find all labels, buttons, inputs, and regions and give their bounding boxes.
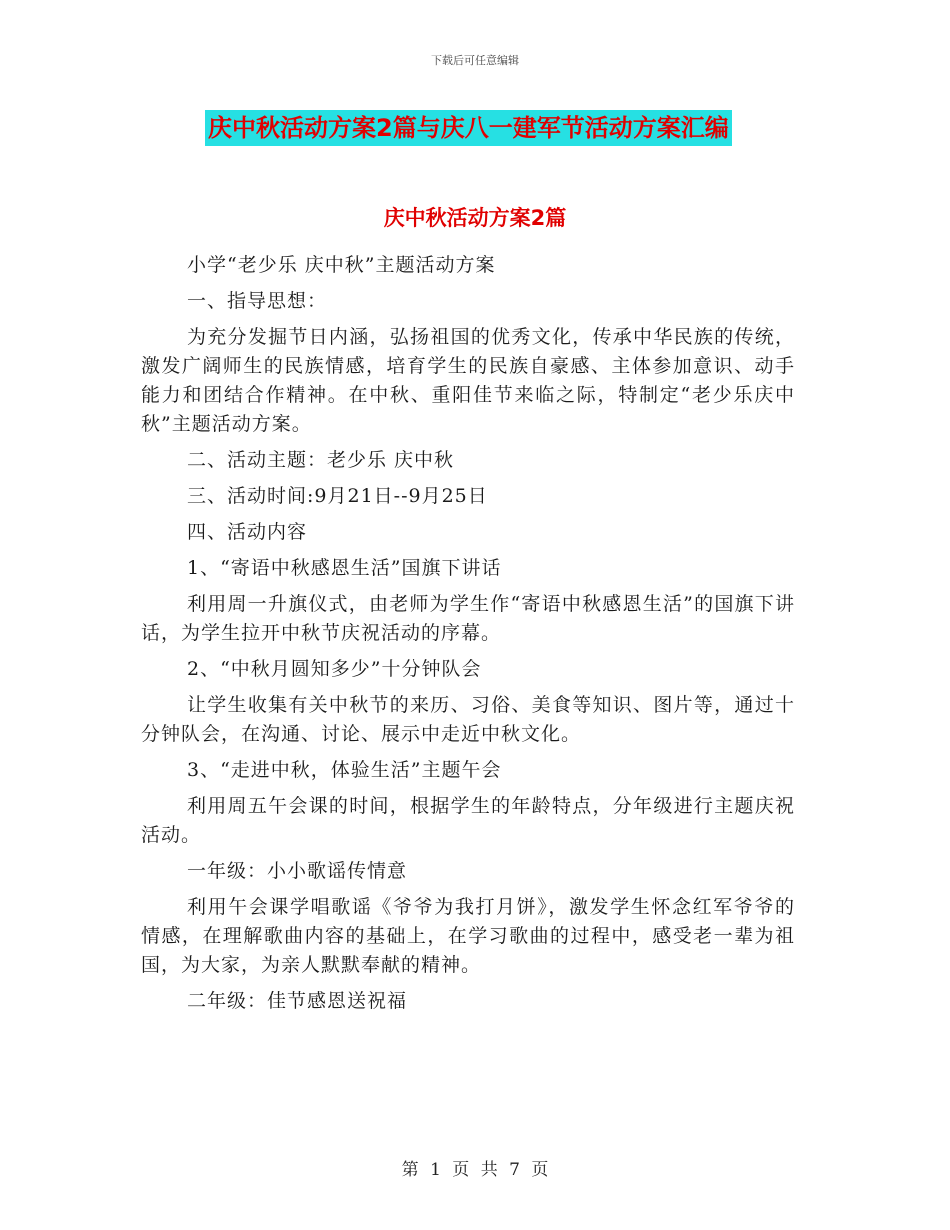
paragraph: 小学“老少乐 庆中秋”主题活动方案 <box>187 254 496 276</box>
header-note: 下载后可任意编辑 <box>431 54 519 67</box>
paragraph: 利用周一升旗仪式，由老师为学生作“寄语中秋感恩生活”的国旗下讲话，为学生拉开中秋节庆祝活动的序幕。 <box>141 593 795 644</box>
document-title: 庆中秋活动方案2篇与庆八一建军节活动方案汇编 <box>205 110 732 146</box>
paragraph: 2、“中秋月圆知多少”十分钟队会 <box>187 658 482 680</box>
paragraph: 利用周五午会课的时间，根据学生的年龄特点，分年级进行主题庆祝活动。 <box>141 795 795 846</box>
paragraph: 3、“走进中秋，体验生活”主题午会 <box>187 759 502 781</box>
page-footer: 第 1 页 共 7 页 <box>401 1160 549 1180</box>
paragraph: 一年级：小小歌谣传情意 <box>187 860 408 882</box>
paragraph: 一、指导思想： <box>187 290 328 312</box>
paragraph: 四、活动内容 <box>187 521 308 543</box>
section-title: 庆中秋活动方案2篇 <box>383 206 567 230</box>
paragraph: 二、活动主题：老少乐 庆中秋 <box>187 449 455 471</box>
paragraph: 利用午会课学唱歌谣《爷爷为我打月饼》，激发学生怀念红军爷爷的情感，在理解歌曲内容的基础上，在学习歌曲的过程中，感受老一辈为祖国，为大家，为亲人默默奉献的精神。 <box>141 896 795 976</box>
paragraph: 三、活动时间:9月21日--9月25日 <box>187 485 488 507</box>
paragraph: 让学生收集有关中秋节的来历、习俗、美食等知识、图片等，通过十分钟队会，在沟通、讨论、展示中走近中秋文化。 <box>141 694 795 745</box>
paragraph: 1、“寄语中秋感恩生活”国旗下讲话 <box>187 557 502 579</box>
document-body <box>141 251 795 1023</box>
paragraph: 二年级：佳节感恩送祝福 <box>187 990 408 1012</box>
paragraph: 为充分发掘节日内涵，弘扬祖国的优秀文化，传承中华民族的传统，激发广阔师生的民族情感，培育学生的民族自豪感、主体参加意识、动手能力和团结合作精神。在中秋、重阳佳节来临之际，特制定“老少乐庆中秋”主题活动方案。 <box>141 326 795 435</box>
